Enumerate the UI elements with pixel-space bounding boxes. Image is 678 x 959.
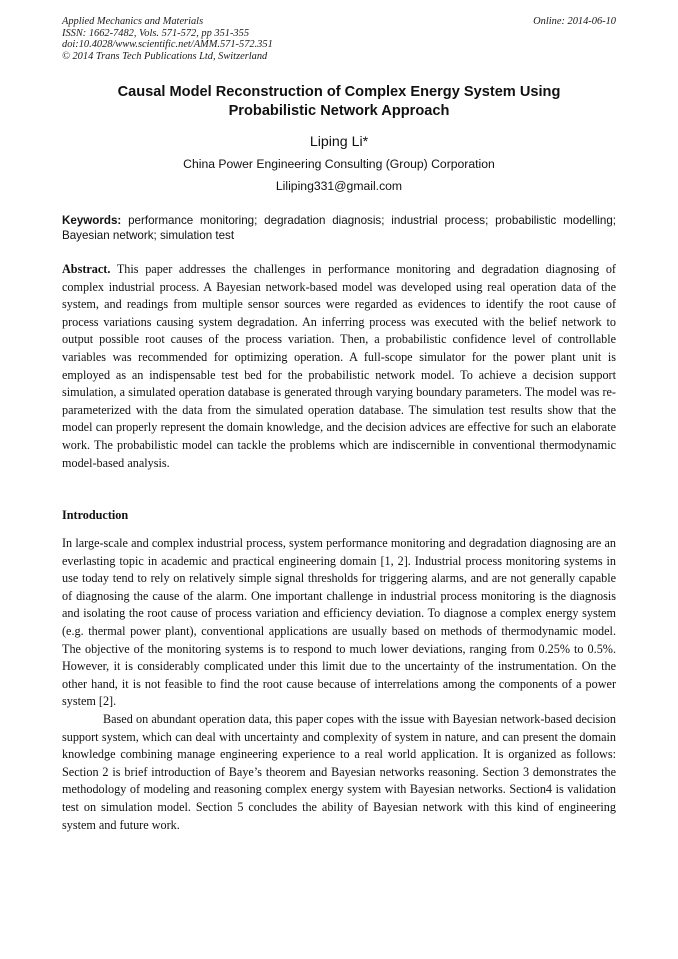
- issn-line: ISSN: 1662-7482, Vols. 571-572, pp 351-355: [62, 27, 250, 39]
- abstract-block: [62, 261, 616, 472]
- title-line-1: Causal Model Reconstruction of Complex Energy System Using: [117, 84, 561, 100]
- author-name: Liping Li*: [309, 134, 369, 150]
- introduction-heading: Introduction: [62, 508, 129, 522]
- keywords-label: Keywords:: [62, 214, 122, 227]
- intro-paragraph-2: Based on abundant operation data, this paper copes with the issue with Bayesian network-based decision support system, which can deal with uncertainty and complexity of system in nature, and can present the domain knowledge combining manage engineering experience to a real world application. It is organized as follows: Section 2 is brief introduction of Baye’s theorem and Bayesian networks reasoning. Section 3 demonstrates the methodology of modeling and reasoning complex energy system with Bayesian networks. Section4 is validation test on simulation model. Section 5 concludes the ability of Bayesian network with this kind of engineering system and future work.: [62, 711, 616, 832]
- keywords-text: performance monitoring; degradation diagnosis; industrial process; probabilistic modelling; Bayesian network; simulation test: [62, 214, 616, 242]
- author-affiliation: China Power Engineering Consulting (Group) Corporation: [183, 157, 495, 171]
- keywords-block: [62, 214, 616, 244]
- journal-name: Applied Mechanics and Materials: [62, 16, 204, 27]
- doi-line: doi:10.4028/www.scientific.net/AMM.571-572.351: [62, 39, 273, 51]
- title-line-2: Probabilistic Network Approach: [228, 102, 450, 119]
- intro-paragraph-1: In large-scale and complex industrial process, system performance monitoring and degradation diagnosing are an everlasting topic in academic and practical engineering domain [1, 2]. Industrial process monitoring systems in use today tend to rely on relatively simple signal thresholds for triggering alarms, and are not generally capable of diagnosing the cause of the alarm. One important challenge in industrial process monitoring is the diagnosis and isolating the root cause of process variation and efficiency deviation. To diagnose a complex energy system (e.g. thermal power plant), conventional applications are usually based on methods of thermodynamic model. The objective of the monitoring systems is to respond to much lower deviations, ranging from 0.25% to 0.5%. However, it is considerably complicated under this limit due to the uncertainty of the instrumentation. On the other hand, it is not feasible to find the root cause because of interrelations among the components of a power system [2].: [62, 536, 616, 709]
- paper-title: [62, 83, 616, 120]
- journal-header: [62, 16, 273, 62]
- abstract-label: Abstract.: [62, 262, 111, 276]
- introduction-body: [62, 535, 616, 834]
- author-email: Liliping331@gmail.com: [275, 179, 403, 193]
- abstract-text: This paper addresses the challenges in performance monitoring and degradation diagnosing of complex industrial process. A Bayesian network-based model was developed using real operation data of the system, and readings from multiple sensor sources were regarded as evidences to identify the root cause of process variations causing system degradation. An inferring process was executed with the belief network to output possible root causes of the process variation. Then, a probabilistic confidence level of controllable variables was recommended for optimizing operation. A full-scope simulator for the power plant unit is employed as an indispensable test bed for the probabilistic network model. To achieve a decision support simulation, a simulated operation database is generated through varying boundary parameters. The model was re-parameterized with the data from the simulated operation database. The simulation test results show that the model can properly represent the domain knowledge, and the decision advices are effective for such an elaborate work. The probabilistic model can tackle the problems which are indiscernible in conventional thermodynamic model-based analysis.: [62, 262, 616, 470]
- online-date: Online: 2014-06-10: [533, 16, 616, 27]
- copyright-line: © 2014 Trans Tech Publications Ltd, Switzerland: [62, 50, 268, 62]
